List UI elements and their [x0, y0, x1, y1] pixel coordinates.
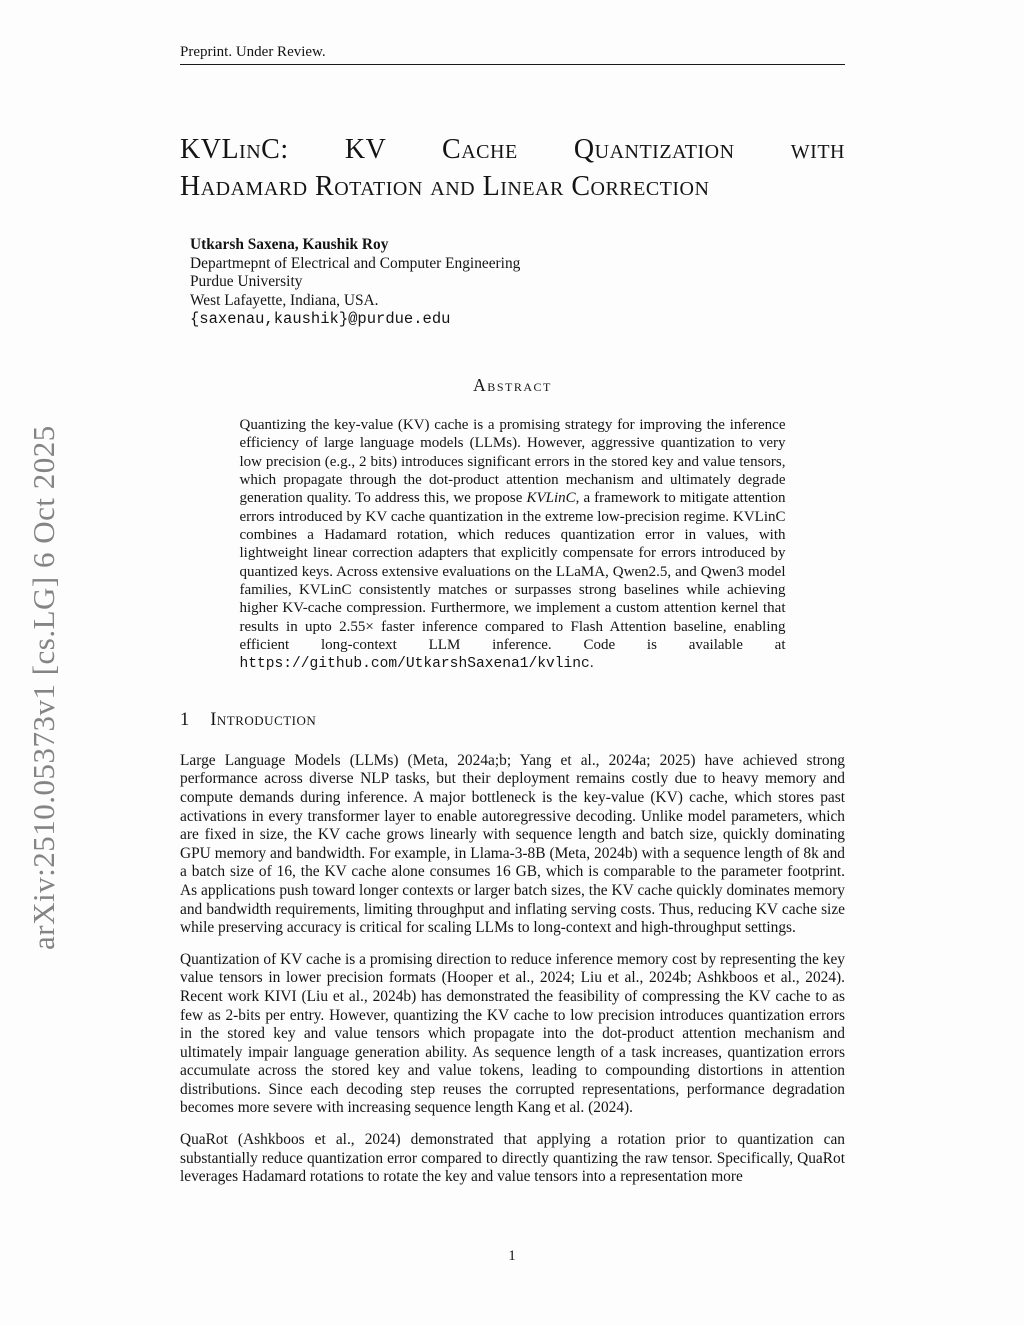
abstract-heading: Abstract	[473, 374, 552, 395]
intro-paragraph-2: Quantization of KV cache is a promising direction to reduce inference memory cost by representing the key value tensors in lower precision formats (Hooper et al., 2024; Liu et al., 2024b; Ashkboos et al., 2024). Recent work KIVI (Liu et al., 2024b) has demonstrated the feasibility of compressing the KV cache to as few as 2-bits per entry. However, quantizing the KV cache to low precision introduces quantization errors in the stored key and value tensors which propagate into the dot-product attention mechanism and ultimately impair language generation ability. As sequence length of a task increases, quantization errors accumulate across the stored key and value tokens, leading to compounding distortions in attention distributions. Since each decoding step reuses the corrupted representations, performance degradation becomes more severe with increasing sequence length Kang et al. (2024).	[180, 950, 845, 1117]
author-department: Departmepnt of Electrical and Computer Engineering	[190, 254, 521, 272]
kvlinc-term-italic: KVLinC	[526, 490, 576, 507]
author-block	[190, 236, 845, 329]
paper-title-line1: KVLinC: KV Cache Quantization with	[180, 134, 845, 165]
intro-paragraph-3: QuaRot (Ashkboos et al., 2024) demonstrated that applying a rotation prior to quantization can substantially reduce quantization error compared to directly quantizing the raw tensor. Specifically, QuaRot leverages Hadamard rotations to rotate the key and value tensors into a representation more	[180, 1131, 845, 1186]
author-address: West Lafayette, Indiana, USA.	[190, 291, 379, 309]
abstract-part1: Quantizing the key-value (KV) cache is a promising strategy for improving the inference efficiency of large language models (LLMs). However, aggressive quantization to very low precision (e.g., 2 bits) introduces significant errors in the stored key and value tensors, which propagate through the dot-product attention mechanism and ultimately degrade generation quality. To address this, we propose	[239, 416, 786, 507]
author-email: {saxenau,kaushik}@purdue.edu	[190, 310, 451, 329]
arxiv-watermark: arXiv:2510.05373v1 [cs.LG] 6 Oct 2025	[26, 425, 61, 950]
author-university: Purdue University	[190, 273, 303, 291]
author-names: Utkarsh Saxena, Kaushik Roy	[190, 236, 389, 253]
section-1-heading	[180, 710, 845, 731]
abstract-text	[240, 416, 786, 674]
intro-paragraph-1: Large Language Models (LLMs) (Meta, 2024a;b; Yang et al., 2024a; 2025) have achieved strong performance across diverse NLP tasks, but their deployment remains costly due to heavy memory and compute demands during inference. A major bottleneck is the key-value (KV) cache, which stores past activations in every transformer layer to enable autoregressive decoding. Unlike model parameters, which are fixed in size, the KV cache grows linearly with sequence length and batch size, quickly dominating GPU memory and bandwidth. For example, in Llama-3-8B (Meta, 2024b) with a sequence length of 8k and a batch size of 16, the KV cache alone consumes 16 GB, which is comparable to the parameter footprint. As applications push toward longer contexts or larger batch sizes, the KV cache quickly dominates memory and bandwidth requirements, limiting throughput and inflating serving costs. Thus, reducing KV cache size while preserving accuracy is critical for scaling LLMs to long-context and high-throughput settings.	[180, 751, 845, 937]
paper-content	[180, 44, 845, 1187]
section-number: 1	[180, 709, 190, 730]
paper-title	[180, 131, 845, 205]
section-title: Introduction	[210, 709, 317, 730]
page-number: 1	[508, 1248, 516, 1264]
abstract-part2: , a framework to mitigate attention errors introduced by KV cache quantization in the extreme low-precision regime. KVLinC combines a Hadamard rotation, which reduces quantization error in values, with lightweight linear correction adapters that explicitly compensate for errors introduced by quantized keys. Across extensive evaluations on the LLaMA, Qwen2.5, and Qwen3 model families, KVLinC consistently matches or surpasses strong baselines while achieving higher KV-cache compression. Furthermore, we implement a custom attention kernel that results in upto 2.55× faster inference compared to Flash Attention baseline, enabling efficient long-context LLM inference. Code is available at	[239, 490, 786, 654]
preprint-status-header: Preprint. Under Review.	[180, 44, 845, 65]
paper-title-line2: Hadamard Rotation and Linear Correction	[180, 171, 710, 202]
code-repository-link[interactable]: https://github.com/UtkarshSaxena1/kvlinc	[239, 656, 590, 673]
abstract-part3: .	[589, 655, 594, 672]
